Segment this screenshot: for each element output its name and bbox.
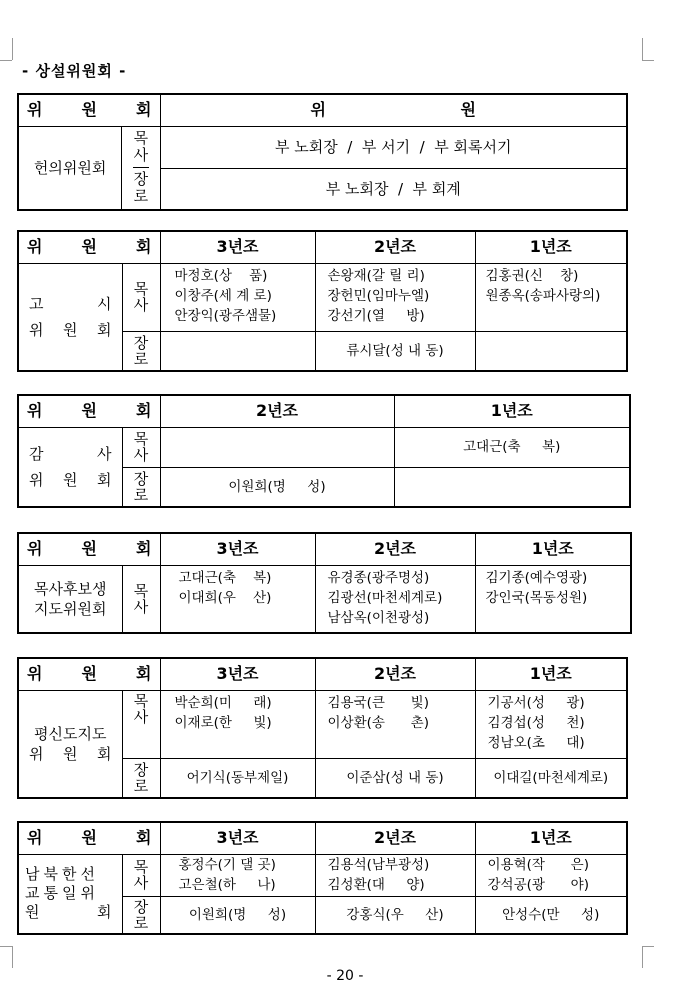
role-label-elder: 장로 (122, 331, 160, 371)
member: 김기종(예수영광) (485, 569, 588, 586)
role-label-pastor: 목사 (122, 427, 160, 467)
member: 고대근(축 복) (463, 439, 561, 455)
member: 이준삼(성 내 동) (346, 769, 444, 786)
header-char: 원 (81, 401, 97, 421)
role-label-elder: 장로 (122, 758, 160, 798)
member: 어기식(동부제일) (186, 769, 289, 786)
member: 김홍권(신 창) (485, 267, 579, 284)
member: 김용석(남부광성) (327, 857, 430, 873)
header-year-1: 1년조 (475, 658, 627, 690)
header-committee (18, 658, 160, 690)
crop-mark-tr-v (642, 38, 643, 60)
member: 김광선(마천세계로) (327, 589, 443, 606)
members-3yr (160, 854, 315, 896)
crop-mark-bl-v (12, 946, 13, 968)
member: 이재로(한 빛) (174, 714, 272, 731)
members-1yr (475, 690, 627, 758)
header-year-3: 3년조 (160, 231, 315, 263)
member: 이창주(세 계 로) (174, 287, 272, 304)
role-label-elder: 장로 (133, 170, 149, 205)
header-char: 회 (136, 664, 152, 684)
committee-char: 위 (29, 744, 44, 763)
crop-mark-tl-h (0, 60, 12, 61)
member: 고은철(하 나) (178, 877, 276, 893)
header-char: 회 (136, 401, 152, 421)
header-char: 위 (27, 401, 43, 421)
header-char: 원 (460, 100, 476, 120)
member: 고대근(축 복) (178, 569, 272, 586)
members-2yr (315, 854, 475, 896)
table-candidate-guidance (17, 532, 632, 634)
elder-2yr (160, 467, 394, 507)
header-committee (18, 231, 160, 263)
members-2yr (315, 565, 475, 633)
member: 이원희(명 성) (188, 906, 287, 923)
table-gamsa (17, 394, 631, 508)
role-label-pastor: 목사 (122, 690, 160, 758)
member: 안성수(만 성) (502, 906, 600, 923)
committee-char: 회 (97, 470, 112, 489)
header-year-2: 2년조 (315, 231, 475, 263)
header-char: 원 (81, 828, 97, 848)
crop-mark-bl-h (0, 946, 12, 947)
committee-char: 원 (25, 903, 40, 922)
member: 강인국(목동성원) (485, 589, 588, 606)
crop-mark-br-h (642, 946, 654, 947)
committee-char: 회 (97, 320, 112, 339)
members-2yr (315, 690, 475, 758)
header-year-2: 2년조 (315, 658, 475, 690)
committee-char: 회 (97, 903, 112, 922)
elder-2yr (315, 758, 475, 798)
member: 강홍식(우 산) (346, 906, 444, 923)
header-committee (18, 822, 160, 854)
members-1yr (475, 854, 627, 896)
member: 김용국(큰 빛) (327, 694, 429, 711)
committee-char: 회 (97, 744, 112, 763)
table-heonui (17, 93, 628, 211)
header-year-3: 3년조 (160, 822, 315, 854)
committee-line: 교통일위 (25, 884, 99, 903)
committee-line: 평신도지도 (34, 724, 107, 743)
member: 이원희(명 성) (228, 478, 326, 495)
header-char: 원 (81, 664, 97, 684)
committee-line: 남북한선 (25, 865, 99, 884)
elder-2yr (315, 896, 475, 934)
role-label-elder: 장로 (122, 896, 160, 934)
member: 이대희(우 산) (178, 589, 272, 606)
crop-mark-tr-h (642, 60, 654, 61)
pastor-1yr (394, 427, 630, 467)
committee-char: 원 (63, 744, 78, 763)
members-2yr (315, 263, 475, 331)
committee-name (18, 427, 122, 507)
role-label-pastor: 목사 (122, 263, 160, 331)
role-label-pastor: 목사 (122, 854, 160, 896)
member: 남삼옥(이천광성) (327, 609, 430, 626)
member: 강석공(광 야) (487, 877, 589, 893)
committee-char: 위 (29, 320, 44, 339)
header-year-2: 2년조 (160, 395, 394, 427)
header-year-3: 3년조 (160, 658, 315, 690)
committee-char: 사 (97, 444, 112, 463)
header-committee (18, 395, 160, 427)
header-year-1: 1년조 (475, 533, 631, 565)
header-year-2: 2년조 (315, 533, 475, 565)
members-3yr (160, 565, 315, 633)
members-3yr (160, 690, 315, 758)
committee-cell (18, 126, 160, 210)
header-char: 위 (27, 100, 43, 120)
committee-name (18, 690, 122, 798)
header-committee (18, 94, 160, 126)
member: 김성환(대 양) (327, 877, 425, 893)
committee-name: 헌의위원회 (33, 158, 107, 177)
header-year-1: 1년조 (475, 231, 627, 263)
header-year-1: 1년조 (475, 822, 627, 854)
committee-char: 고 (29, 294, 44, 313)
crop-mark-br-v (642, 946, 643, 968)
committee-line: 목사후보생 (34, 579, 107, 598)
member: 안장익(광주샘물) (174, 307, 277, 324)
header-char: 위 (27, 828, 43, 848)
committee-char: 원 (63, 320, 78, 339)
member: 기공서(성 광) (487, 694, 585, 711)
header-char: 위 (27, 539, 43, 559)
member: 류시달(성 내 동) (346, 342, 444, 359)
member: 마정호(상 품) (174, 267, 268, 284)
header-committee (18, 533, 160, 565)
crop-mark-tl-v (12, 38, 13, 60)
header-char: 위 (310, 100, 326, 120)
committee-char: 위 (29, 470, 44, 489)
committee-name (18, 263, 122, 371)
elder-2yr (315, 331, 475, 371)
member: 손왕재(갈 릴 리) (327, 267, 425, 284)
elder-3yr (160, 896, 315, 934)
committee-char: 원 (63, 470, 78, 489)
elder-3yr (160, 758, 315, 798)
page-number: - 20 - (326, 968, 364, 984)
member: 장헌민(임마누엘) (327, 287, 430, 304)
elder-1yr (394, 467, 630, 507)
members-cell (160, 126, 627, 210)
header-char: 회 (136, 539, 152, 559)
member: 이용혁(작 은) (487, 857, 589, 873)
member: 박순희(미 래) (174, 694, 272, 711)
elder-1yr (475, 331, 627, 371)
members-1yr (475, 263, 627, 331)
committee-char: 시 (97, 294, 112, 313)
pastor-2yr (160, 427, 394, 467)
member: 원종옥(송파사랑의) (485, 287, 601, 304)
elder-1yr (475, 758, 627, 798)
members-3yr (160, 263, 315, 331)
committee-char: 감 (29, 444, 44, 463)
table-gosi (17, 230, 628, 372)
member: 정남오(초 대) (487, 734, 585, 751)
table-unification-evangelism (17, 821, 628, 935)
pastor-members: 부 노회장 / 부 서기 / 부 회록서기 (161, 127, 627, 169)
header-char: 위 (27, 237, 43, 257)
header-char: 원 (81, 539, 97, 559)
member: 김경섭(성 천) (487, 714, 585, 731)
role-label-elder: 장로 (122, 467, 160, 507)
header-year-1: 1년조 (394, 395, 630, 427)
header-char: 회 (136, 237, 152, 257)
header-members (160, 94, 627, 126)
header-year-3: 3년조 (160, 533, 315, 565)
elder-members: 부 노회장 / 부 회계 (325, 179, 461, 198)
member: 이대길(마천세계로) (493, 769, 609, 786)
member: 유경종(광주명성) (327, 569, 430, 586)
role-label-pastor: 목사 (122, 565, 160, 633)
members-1yr (475, 565, 631, 633)
committee-name (18, 565, 122, 633)
elder-1yr (475, 896, 627, 934)
member: 홍정수(기 댈 곳) (178, 857, 276, 873)
member: 강선기(열 방) (327, 307, 425, 324)
header-char: 위 (27, 664, 43, 684)
header-year-2: 2년조 (315, 822, 475, 854)
committee-line: 지도위원회 (34, 599, 107, 618)
header-char: 원 (81, 237, 97, 257)
header-char: 원 (81, 100, 97, 120)
header-char: 회 (136, 828, 152, 848)
elder-3yr (160, 331, 315, 371)
table-laity-guidance (17, 657, 628, 799)
page-title: - 상설위원회 - (22, 62, 127, 80)
member: 이상환(송 촌) (327, 714, 429, 731)
role-label-pastor: 목사 (133, 127, 149, 168)
header-char: 회 (136, 100, 152, 120)
committee-name (18, 854, 122, 934)
